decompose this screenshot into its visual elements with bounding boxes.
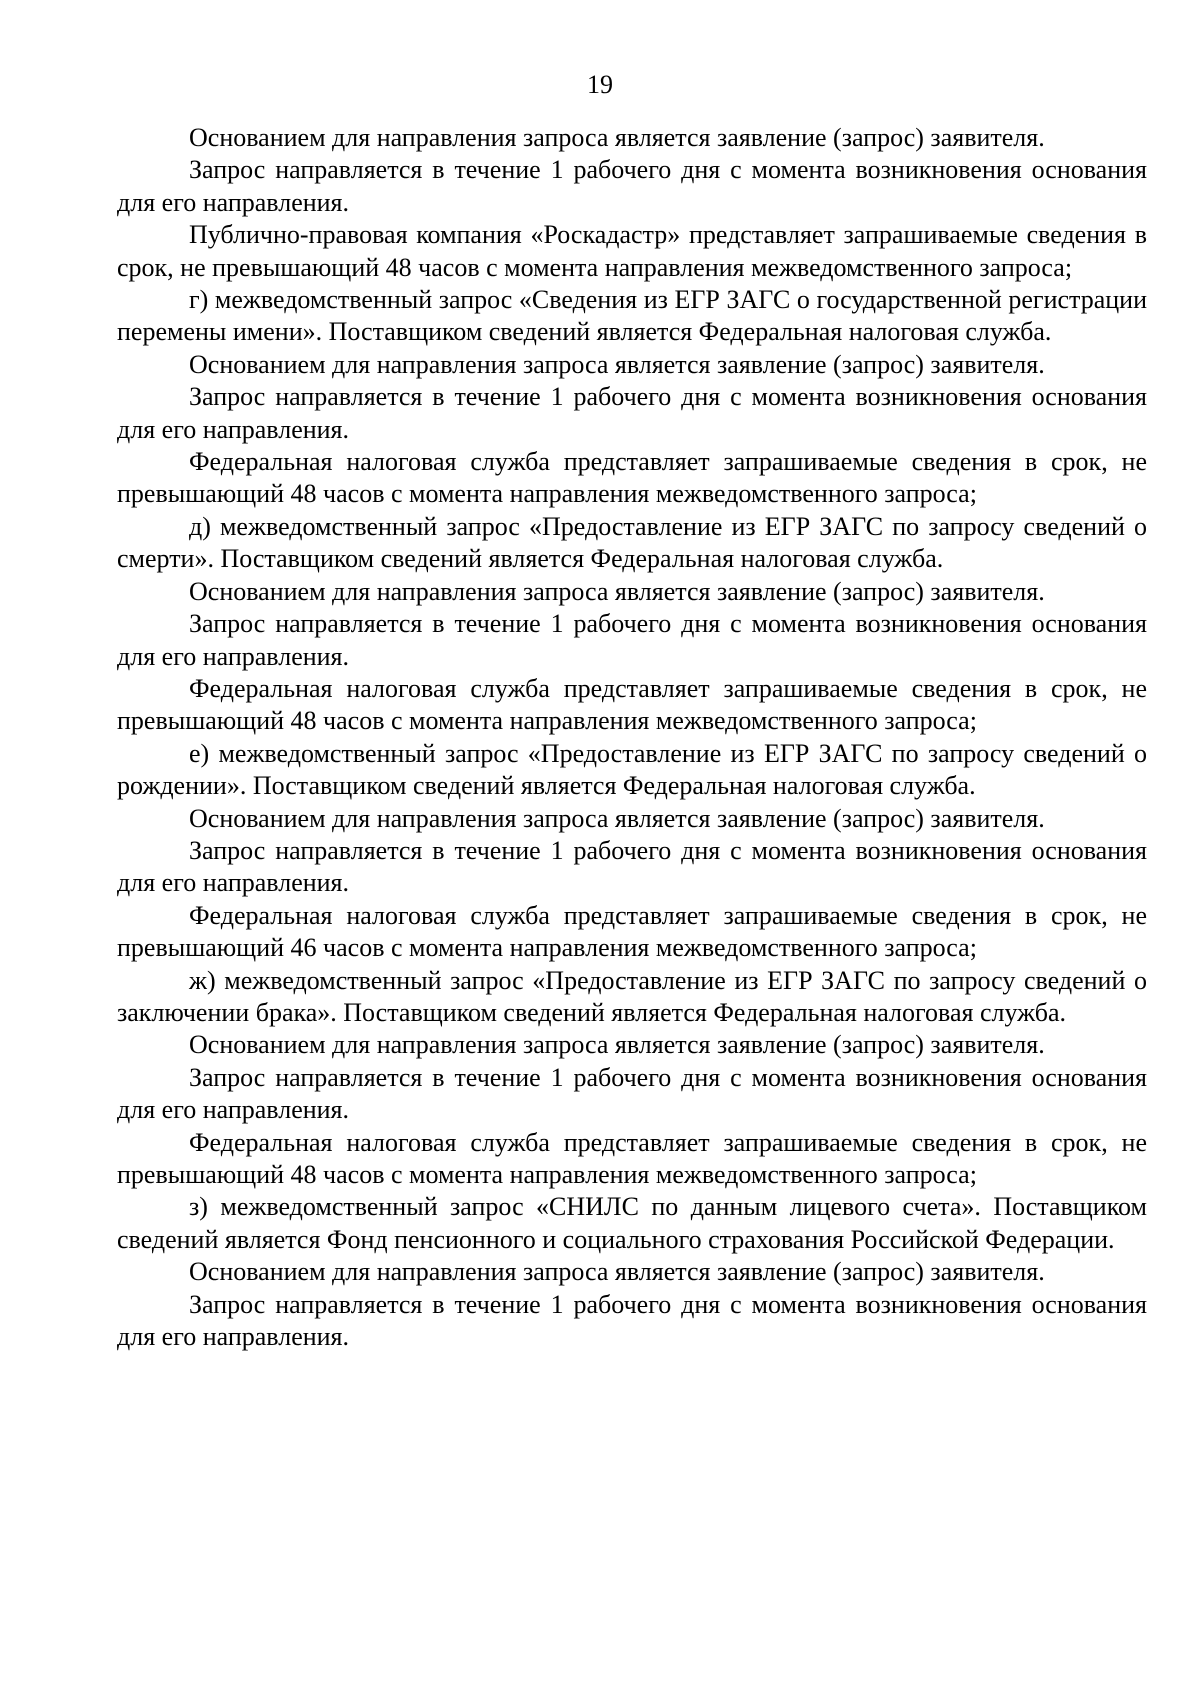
paragraph: Запрос направляется в течение 1 рабочего дня с момента возникновения основания для его направления. (117, 835, 1147, 898)
document-body (117, 122, 1147, 1353)
paragraph: Основанием для направления запроса является заявление (запрос) заявителя. (189, 803, 1045, 833)
paragraph: Федеральная налоговая служба представляет запрашиваемые сведения в срок, не превышающий 48 часов с момента направления межведомственного запроса; (117, 673, 1147, 736)
paragraph: Публично-правовая компания «Роскадастр» представляет запрашиваемые сведения в срок, не превышающий 48 часов с момента направления межведомственного запроса; (117, 220, 1147, 282)
paragraph: Запрос направляется в течение 1 рабочего дня с момента возникновения основания для его направления. (117, 609, 1147, 671)
paragraph: Федеральная налоговая служба представляет запрашиваемые сведения в срок, не превышающий 46 часов с момента направления межведомственного запроса; (117, 900, 1147, 963)
paragraph: Основанием для направления запроса является заявление (запрос) заявителя. (189, 576, 1045, 606)
paragraph: Запрос направляется в течение 1 рабочего дня с момента возникновения основания для его направления. (117, 1062, 1147, 1125)
paragraph: ж) межведомственный запрос «Предоставление из ЕГР ЗАГС по запросу сведений о заключении брака». Поставщиком сведений является Федеральная налоговая служба. (117, 965, 1147, 1027)
paragraph: д) межведомственный запрос «Предоставление из ЕГР ЗАГС по запросу сведений о смерти». Поставщиком сведений является Федеральная налоговая служба. (117, 511, 1147, 574)
paragraph: з) межведомственный запрос «СНИЛС по данным лицевого счета». Поставщиком сведений является Фонд пенсионного и социального страхования Российской Федерации. (117, 1192, 1147, 1254)
paragraph: Федеральная налоговая служба представляет запрашиваемые сведения в срок, не превышающий 48 часов с момента направления межведомственного запроса; (117, 1127, 1147, 1189)
paragraph: Запрос направляется в течение 1 рабочего дня с момента возникновения основания для его направления. (117, 382, 1147, 444)
paragraph: Основанием для направления запроса является заявление (запрос) заявителя. (189, 1257, 1045, 1287)
paragraph: Запрос направляется в течение 1 рабочего дня с момента возникновения основания для его направления. (117, 155, 1147, 217)
paragraph: Федеральная налоговая служба представляет запрашиваемые сведения в срок, не превышающий 48 часов с момента направления межведомственного запроса; (117, 447, 1147, 509)
paragraph: г) межведомственный запрос «Сведения из ЕГР ЗАГС о государственной регистрации перемены имени». Поставщиком сведений является Федеральная налоговая служба. (117, 285, 1147, 347)
paragraph: е) межведомственный запрос «Предоставление из ЕГР ЗАГС по запросу сведений о рождении». Поставщиком сведений является Федеральная налоговая служба. (117, 738, 1147, 801)
page-number: 19 (587, 70, 613, 99)
paragraph: Основанием для направления запроса является заявление (запрос) заявителя. (189, 1030, 1045, 1060)
paragraph: Основанием для направления запроса является заявление (запрос) заявителя. (189, 123, 1045, 152)
paragraph: Запрос направляется в течение 1 рабочего дня с момента возникновения основания для его направления. (117, 1289, 1147, 1352)
paragraph: Основанием для направления запроса является заявление (запрос) заявителя. (189, 349, 1045, 379)
